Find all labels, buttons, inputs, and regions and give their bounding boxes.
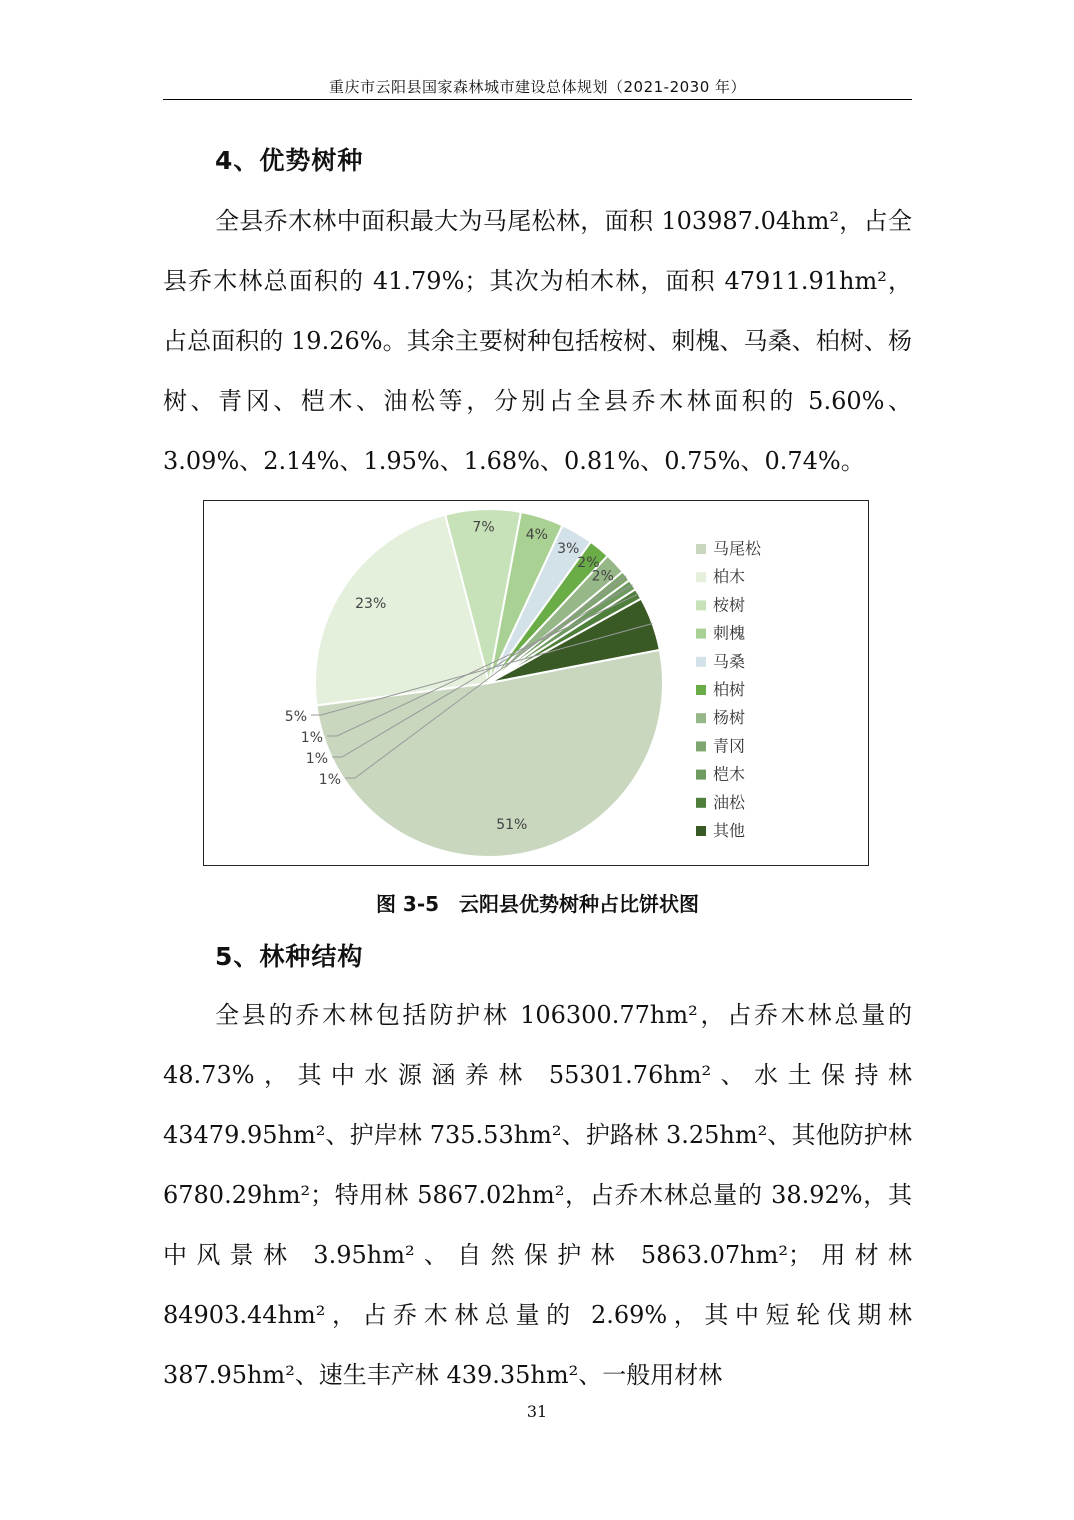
legend-label-3: 刺槐 (713, 623, 746, 643)
legend-swatch-10 (696, 826, 706, 836)
data-label-5: 2% (577, 554, 600, 571)
header-rule (163, 99, 912, 100)
data-label-2: 7% (472, 519, 495, 536)
legend-label-9: 油松 (713, 792, 746, 812)
legend-swatch-2 (696, 600, 706, 610)
legend-swatch-1 (696, 572, 706, 582)
legend-label-10: 其他 (713, 821, 746, 840)
legend-label-6: 杨树 (713, 708, 746, 728)
data-label-1: 23% (355, 596, 387, 613)
figure-caption: 图 3-5 云阳县优势树种占比饼状图 (375, 892, 700, 916)
section-heading-dominant-species: 4、优势树种 (215, 146, 364, 175)
legend-swatch-5 (696, 685, 706, 695)
legend-swatch-7 (696, 741, 706, 751)
legend-label-4: 马桑 (713, 651, 746, 671)
legend-swatch-8 (696, 770, 706, 780)
legend-label-1: 柏木 (713, 567, 746, 587)
legend-label-2: 桉树 (713, 595, 746, 615)
data-label-6: 2% (591, 568, 614, 585)
paragraph-forest-structure: 全县的乔木林包括防护林 106300.77hm²，占乔木林总量的 48.73%，其中水源涵养林 55301.76hm²、水土保持林 43479.95hm²、护岸林 735.53hm²、护路林 3.25hm²、其他防护林 6780.29hm²；特用林 5867.02hm²，占乔木林总量的 38.92%，其中风景林 3.95hm²、自然保护林 5863.07hm²；用材林 84903.44hm²，占乔木林总量的 2.69%，其中短轮伐期林 387.95hm²、速生丰产林 439.35hm²、一般用材林 (163, 1001, 912, 1389)
section-heading-forest-structure: 5、林种结构 (215, 942, 364, 971)
data-label-9: 1% (300, 730, 323, 746)
data-label-0: 51% (496, 816, 528, 833)
legend-swatch-3 (696, 629, 706, 639)
data-label-4: 3% (557, 540, 580, 557)
legend (696, 539, 762, 840)
legend-label-8: 桤木 (713, 764, 746, 784)
legend-label-7: 青冈 (713, 736, 746, 756)
legend-label-0: 马尾松 (713, 539, 762, 558)
pie-chart-frame (203, 500, 869, 866)
page-header: 重庆市云阳县国家森林城市建设总体规划（2021-2030 年） (328, 78, 747, 96)
pie-chart (204, 501, 870, 867)
data-label-7: 1% (318, 772, 341, 788)
page-number: 31 (526, 1402, 548, 1421)
legend-swatch-4 (696, 657, 706, 667)
pie-slices (315, 509, 663, 857)
data-label-10: 5% (284, 709, 307, 725)
legend-swatch-6 (696, 713, 706, 723)
legend-swatch-9 (696, 798, 706, 808)
legend-swatch-0 (696, 544, 706, 554)
legend-label-5: 柏树 (713, 680, 746, 699)
data-label-8: 1% (305, 751, 328, 767)
paragraph-dominant-species: 全县乔木林中面积最大为马尾松林，面积 103987.04hm²，占全县乔木林总面积的 41.79%；其次为柏木林，面积 47911.91hm²，占总面积的 19.26%。其余主要树种包括桉树、刺槐、马桑、柏树、杨树、青冈、桤木、油松等，分别占全县乔木林面积的 5.60%、3.09%、2.14%、1.95%、1.68%、0.81%、0.75%、0.74%。 (163, 207, 912, 475)
data-label-3: 4% (525, 526, 548, 543)
